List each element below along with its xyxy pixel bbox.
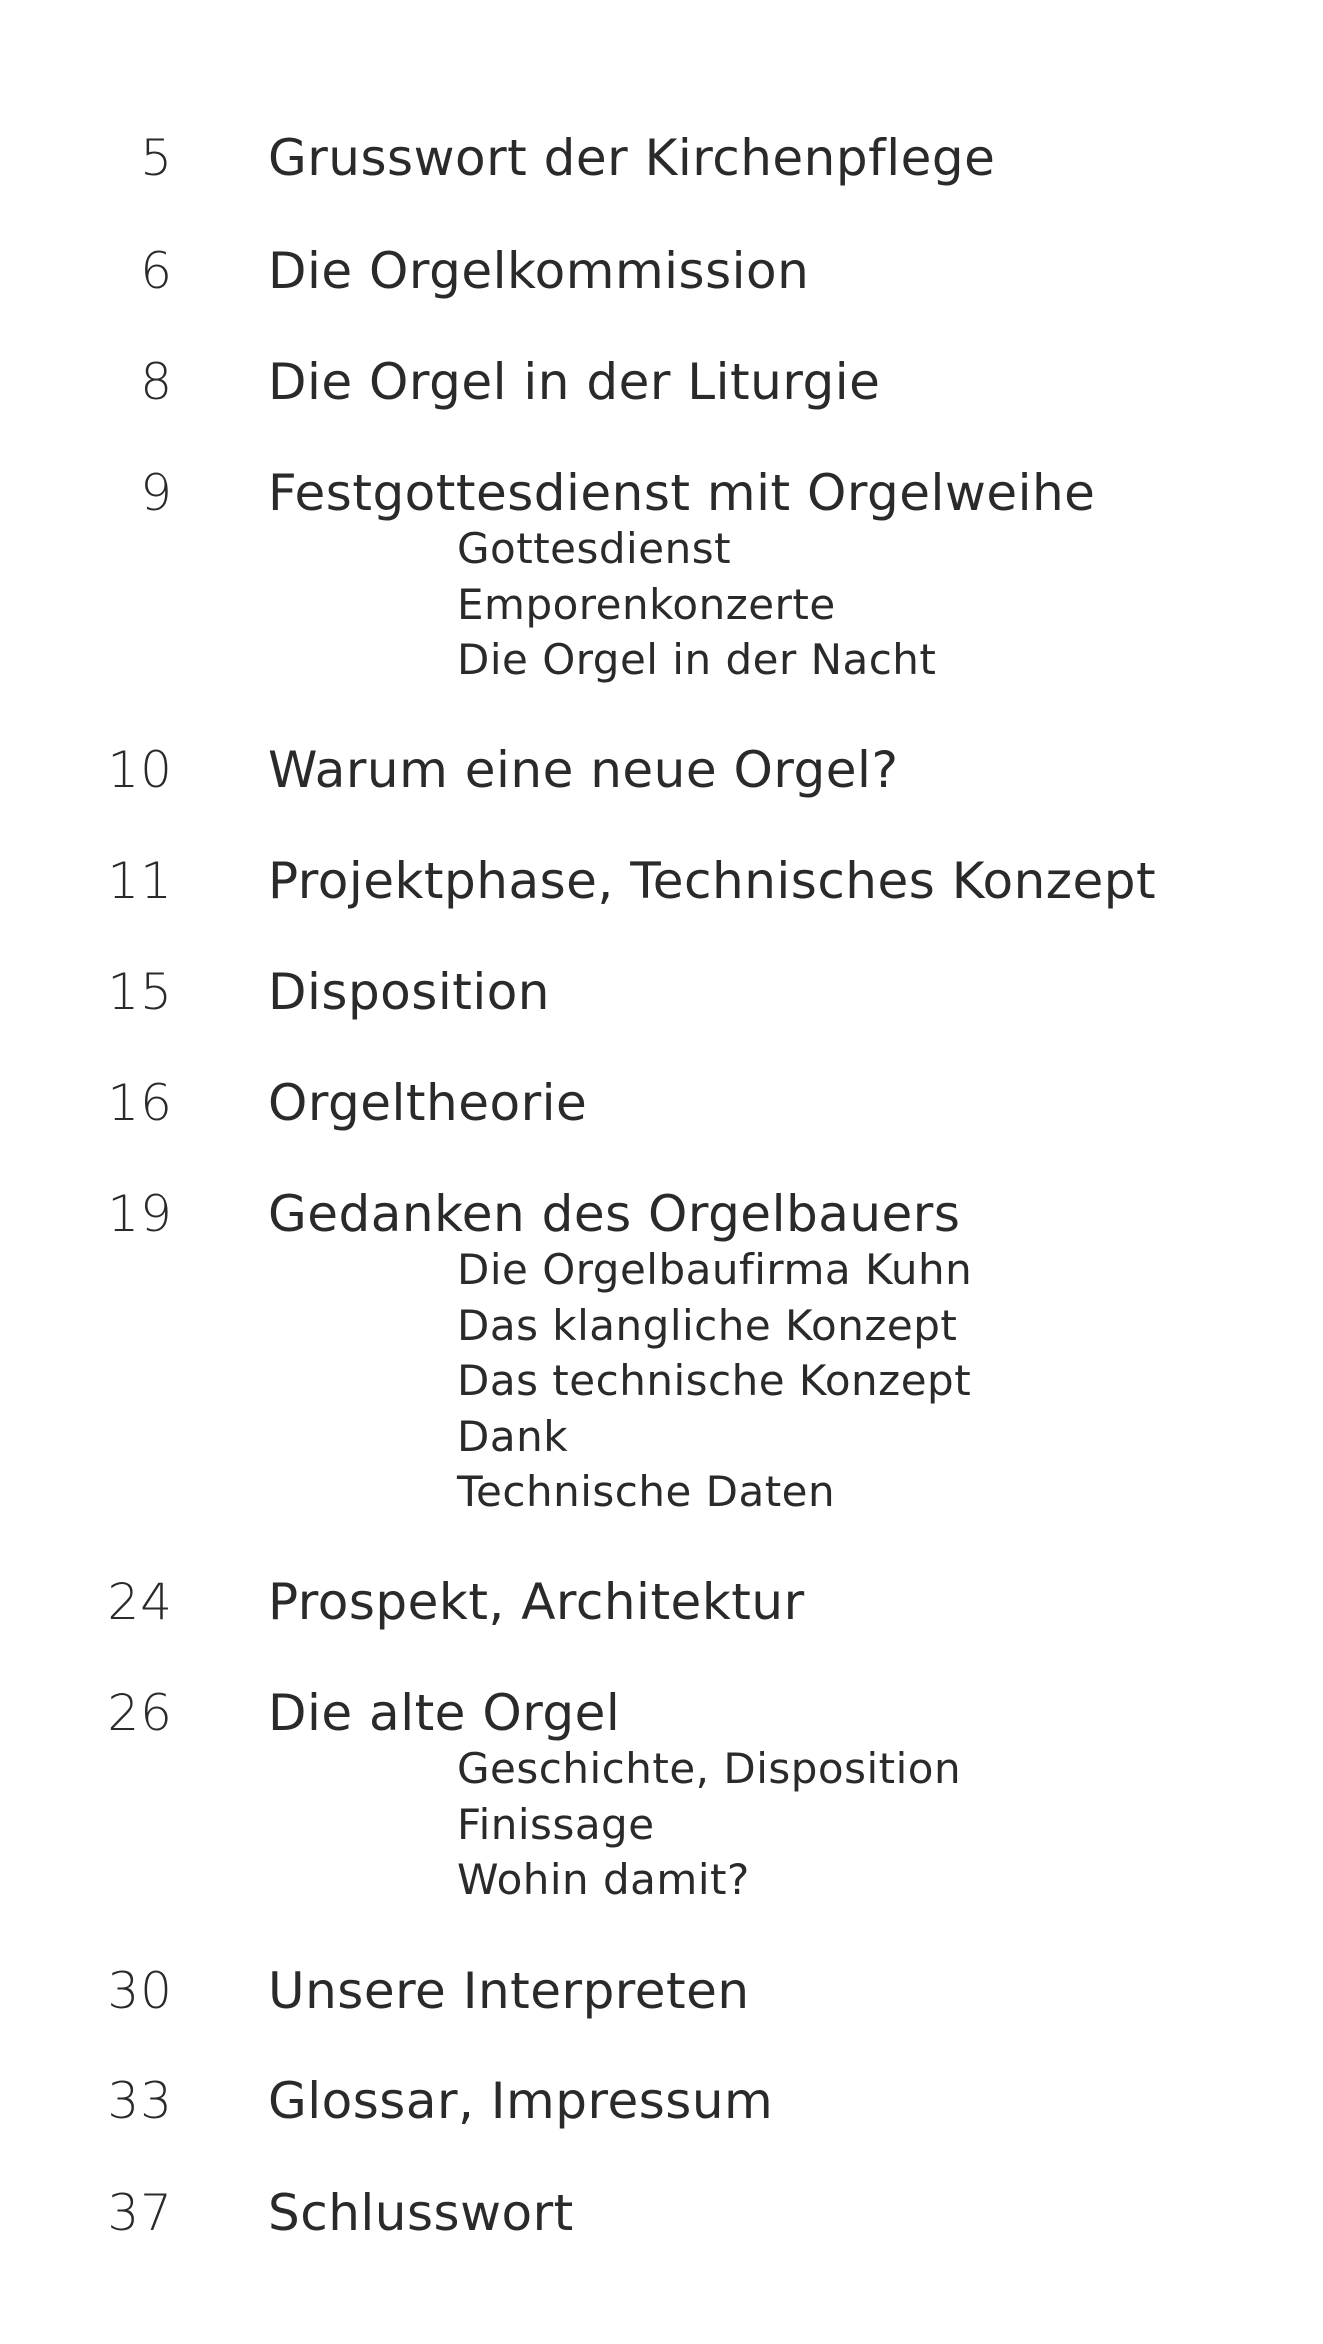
sub-entries [457, 521, 936, 688]
entry-title: Festgottesdienst mit Orgelweihe [268, 464, 1096, 522]
page-number: 10 [107, 741, 173, 799]
sub-entries [457, 1242, 972, 1520]
page-number: 8 [140, 353, 173, 411]
entry-title: Warum eine neue Orgel? [268, 741, 899, 799]
sub-entry[interactable]: Die Orgel in der Nacht [457, 635, 937, 684]
sub-entries [457, 1741, 961, 1908]
page-number: 6 [140, 242, 173, 300]
entry-title: Glossar, Impressum [268, 2072, 774, 2130]
entry-title: Gedanken des Orgelbauers [268, 1185, 961, 1243]
sub-entry[interactable]: Geschichte, Disposition [457, 1744, 962, 1793]
sub-entry[interactable]: Wohin damit? [457, 1855, 750, 1904]
page-number: 33 [107, 2072, 173, 2130]
sub-entry[interactable]: Das technische Konzept [457, 1356, 972, 1405]
entry-title: Orgeltheorie [268, 1074, 588, 1132]
sub-entry[interactable]: Dank [457, 1411, 569, 1461]
page-number: 37 [107, 2184, 173, 2242]
page-number: 30 [107, 1962, 173, 2020]
entry-title: Schlusswort [268, 2184, 574, 2242]
sub-entry[interactable]: Emporenkonzerte [457, 579, 836, 629]
sub-entry[interactable]: Gottesdienst [457, 524, 732, 573]
entry-title: Projektphase, Technisches Konzept [268, 852, 1157, 910]
page-number: 24 [107, 1573, 173, 1631]
page-number: 16 [107, 1074, 173, 1132]
entry-title: Unsere Interpreten [268, 1962, 750, 2020]
entry-title: Die Orgel in der Liturgie [268, 353, 881, 411]
page-number: 15 [107, 963, 173, 1021]
entry-title: Die Orgelkommission [268, 242, 810, 300]
entry-title: Prospekt, Architektur [268, 1573, 805, 1631]
entry-title: Die alte Orgel [268, 1684, 621, 1742]
sub-entry[interactable]: Das klangliche Konzept [457, 1300, 958, 1350]
page-number: 26 [107, 1684, 173, 1742]
page-number: 9 [140, 464, 173, 522]
sub-entry[interactable]: Finissage [457, 1799, 655, 1849]
sub-entry[interactable]: Die Orgelbaufirma Kuhn [457, 1245, 973, 1294]
entry-title: Grusswort der Kirchenpflege [268, 129, 996, 187]
page-number: 11 [107, 852, 173, 910]
page-number: 19 [107, 1185, 173, 1243]
entry-title: Disposition [268, 963, 550, 1021]
sub-entry[interactable]: Technische Daten [457, 1467, 836, 1516]
page-number: 5 [140, 129, 173, 187]
